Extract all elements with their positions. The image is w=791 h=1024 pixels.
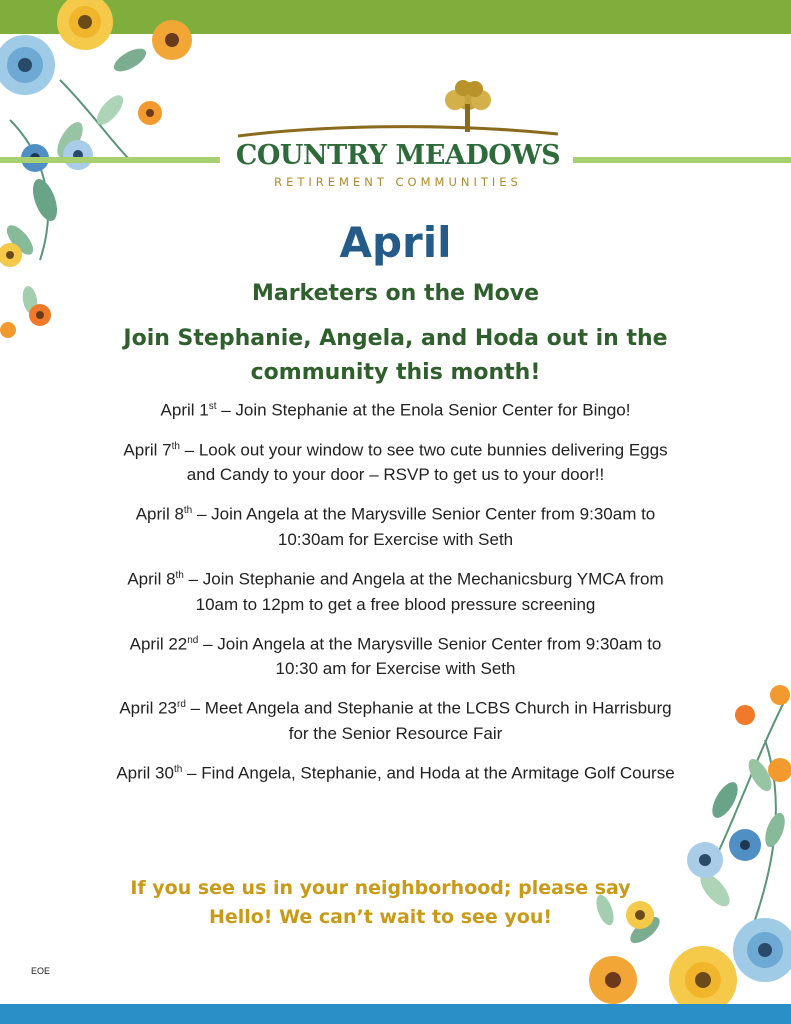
logo-rule-right [573,157,791,163]
event-date: April 7 [123,440,172,460]
event-item [110,498,681,552]
hill-swoosh-icon [238,122,558,140]
event-date: April 8 [127,569,176,589]
closing-message: If you see us in your neighborhood; please say Hello! We can’t wait to see you! [130,877,631,928]
event-date-suffix: th [183,505,193,517]
event-date-suffix: nd [187,634,199,646]
headline: Join Stephanie, Angela, and Hoda out in the community this month! [123,326,668,385]
section-subtitle: Marketers on the Move [251,281,540,306]
month-title: April [339,218,452,267]
event-item [110,563,681,617]
event-date: April 8 [135,504,184,524]
event-list [110,394,681,797]
event-date-suffix: th [171,440,180,452]
logo-rule-left [0,157,220,163]
event-date-suffix: th [173,763,183,775]
event-text: – Find Angela, Stephanie, and Hoda at the Armitage Golf Course [182,763,675,783]
logo-name: COUNTRY MEADOWS [235,140,561,171]
event-item [110,757,681,786]
event-text: – Join Stephanie at the Enola Senior Center for Bingo! [216,400,631,420]
event-text: – Meet Angela and Stephanie at the LCBS Church in Harrisburg for the Senior Resource Fair [185,698,672,743]
event-item [110,692,681,746]
country-meadows-logo [228,78,568,198]
event-item [110,434,681,488]
event-text: – Join Stephanie and Angela at the Mechanicsburg YMCA from 10am to 12pm to get a free blood pressure screening [183,569,664,614]
event-date: April 1 [160,400,209,420]
event-date: April 23 [119,698,177,718]
eoe-label: EOE [31,966,51,976]
event-date-suffix: rd [176,699,186,711]
logo-subtitle: RETIREMENT COMMUNITIES [274,175,522,189]
event-item [110,394,681,423]
bottom-blue-bar [0,1004,791,1024]
event-date-suffix: th [175,569,184,581]
event-date-suffix: st [208,401,217,412]
event-text: – Look out your window to see two cute bunnies delivering Eggs and Candy to your door – RSVP to get us to your door!! [179,440,668,485]
event-item [110,628,681,682]
event-date: April 22 [129,634,188,654]
event-date: April 30 [116,763,174,783]
event-text: – Join Angela at the Marysville Senior Center from 9:30am to 10:30 am for Exercise with Seth [198,634,662,679]
event-text: – Join Angela at the Marysville Senior Center from 9:30am to 10:30am for Exercise with Seth [192,504,656,549]
